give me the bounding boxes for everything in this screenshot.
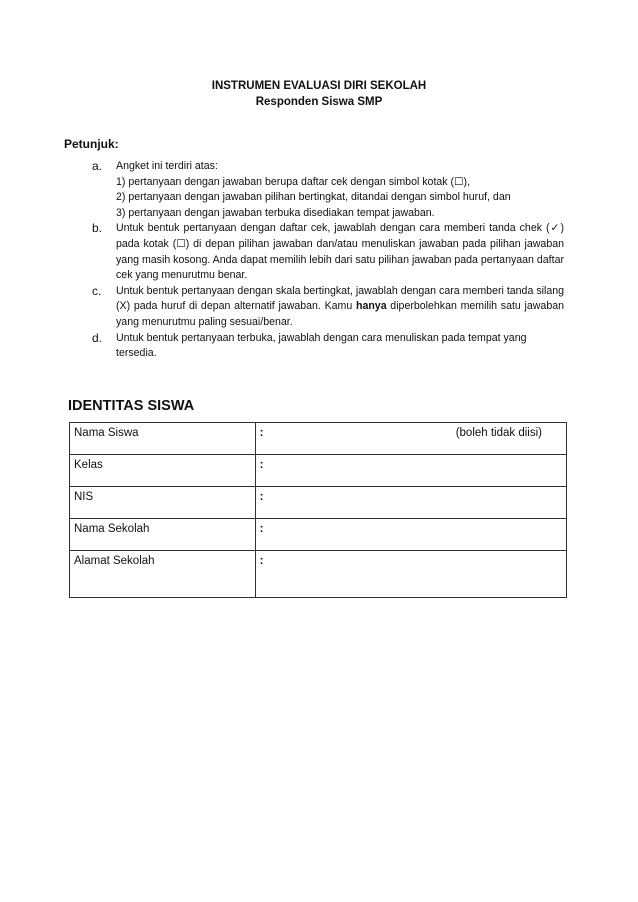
instruction-marker: c. — [92, 283, 102, 298]
school-address-field[interactable] — [255, 551, 566, 598]
optional-note: (boleh tidak diisi) — [455, 427, 542, 439]
identity-table — [69, 422, 567, 598]
field-label: Nama Sekolah — [70, 519, 256, 551]
field-colon: : — [259, 491, 264, 503]
instruction-text-part: diperbolehkan memilih satu jawaban yang menurutmu paling sesuai/benar. — [116, 300, 564, 328]
class-field[interactable] — [255, 455, 566, 487]
field-label: NIS — [70, 487, 256, 519]
name-field[interactable] — [255, 423, 566, 455]
document-title: INSTRUMEN EVALUASI DIRI SEKOLAH — [211, 80, 427, 92]
instructions-list — [92, 159, 564, 362]
instruction-marker: b. — [92, 221, 103, 236]
instruction-item-d — [92, 331, 564, 362]
table-row — [70, 487, 567, 519]
field-label: Kelas — [70, 455, 256, 487]
instruction-text-part: Untuk bentuk pertanyaan dengan skala bertingkat, jawablah dengan cara memberi tanda silang (X) pada huruf di depan alternatif jawaban. Kamu — [116, 284, 564, 313]
school-name-field[interactable] — [255, 519, 566, 551]
instruction-text: Untuk bentuk pertanyaan terbuka, jawablah dengan cara menuliskan pada tempat yang tersedia. — [116, 331, 527, 360]
instruction-marker: a. — [92, 159, 103, 173]
field-colon: : — [259, 555, 264, 567]
field-label: Alamat Sekolah — [70, 551, 256, 598]
instruction-item-a — [92, 159, 564, 221]
table-row — [70, 455, 567, 487]
instruction-marker: d. — [92, 330, 103, 345]
table-row — [70, 519, 567, 551]
field-colon: : — [259, 427, 264, 439]
instruction-text — [116, 284, 564, 331]
table-row — [70, 423, 567, 455]
field-colon: : — [259, 459, 264, 471]
table-row — [70, 551, 567, 598]
instruction-subline: 3) pertanyaan dengan jawaban terbuka disediakan tempat jawaban. — [116, 206, 435, 219]
instruction-subline: 1) pertanyaan dengan jawaban berupa daftar cek dengan simbol kotak (☐), — [116, 175, 471, 188]
instruction-item-c — [92, 284, 564, 331]
instruction-text: Untuk bentuk pertanyaan dengan daftar cek, jawablah dengan cara memberi tanda chek (✓) pada kotak (☐) di depan pilihan jawaban dan/atau menuliskan jawaban pada pilihan jawaban yang masih kosong. Anda dapat memilih lebih dari satu pilihan jawaban pada pertanyaan daftar cek yang menurutmu benar. — [116, 222, 564, 282]
field-colon: : — [259, 523, 264, 535]
nis-field[interactable] — [255, 487, 566, 519]
instructions-heading: Petunjuk: — [64, 137, 119, 151]
instruction-text: Angket ini terdiri atas: — [116, 160, 218, 172]
identity-section-title: IDENTITAS SISWA — [68, 398, 195, 414]
field-label: Nama Siswa — [70, 423, 256, 455]
instruction-emphasis: hanya — [355, 300, 387, 313]
instruction-item-b — [92, 221, 564, 283]
document-subtitle: Responden Siswa SMP — [255, 96, 383, 108]
instruction-subline: 2) pertanyaan dengan jawaban pilihan bertingkat, ditandai dengan simbol huruf, dan — [116, 191, 511, 204]
